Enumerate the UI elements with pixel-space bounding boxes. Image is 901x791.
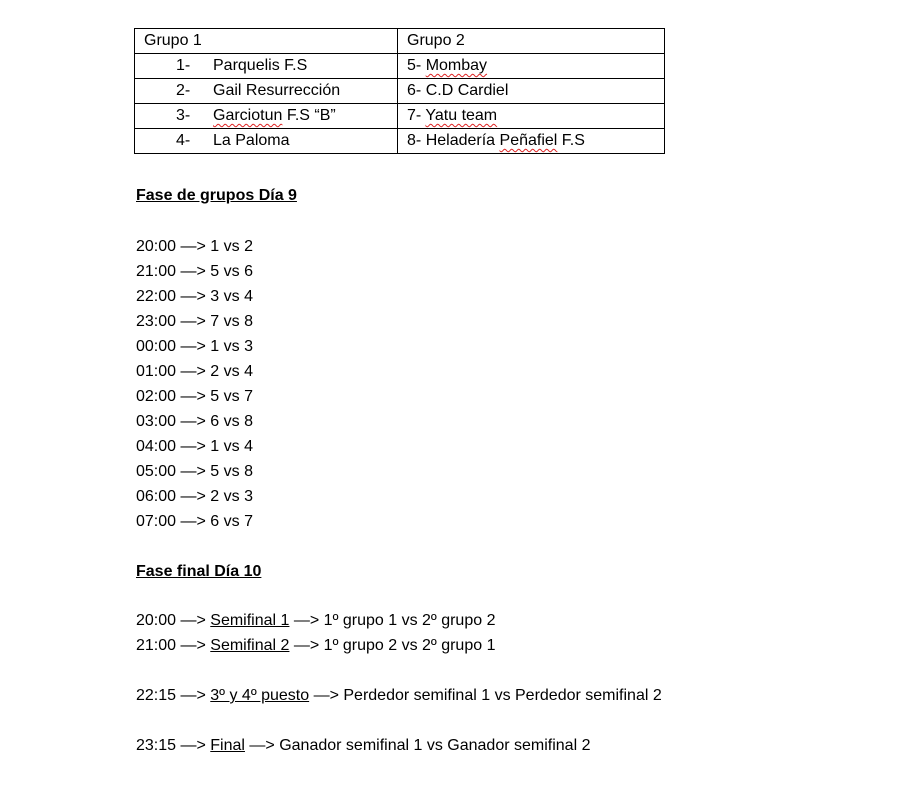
group-1-team-cell — [135, 104, 398, 129]
team-name: Mombay — [425, 57, 488, 74]
team-number: 5- — [407, 57, 422, 74]
table-row — [135, 79, 665, 104]
list-item: 05:00 —> 5 vs 8 — [136, 463, 253, 480]
match-time: 22:15 —> — [136, 687, 211, 704]
team-name-marked: Garciotun — [213, 107, 283, 124]
match-detail: —> Perdedor semifinal 1 vs Perdedor semifinal 2 — [309, 687, 662, 704]
match-time: 21:00 —> — [136, 637, 211, 654]
team-number: 3- — [176, 107, 191, 124]
match-detail: —> 1º grupo 2 vs 2º grupo 1 — [289, 637, 496, 654]
list-item: 07:00 —> 6 vs 7 — [136, 513, 253, 530]
table-header-row — [135, 29, 665, 54]
team-name: Yatu team — [425, 107, 498, 124]
group-1-team-cell — [135, 129, 398, 154]
group-phase-schedule — [136, 234, 253, 534]
match-time: 20:00 —> — [136, 612, 211, 629]
match-stage: Final — [210, 737, 245, 754]
table-row — [135, 104, 665, 129]
list-item: 22:00 —> 3 vs 4 — [136, 288, 253, 305]
list-item: 00:00 —> 1 vs 3 — [136, 338, 253, 355]
match-stage: Semifinal 2 — [210, 637, 290, 654]
match-stage: 3º y 4º puesto — [210, 687, 310, 704]
team-name: C.D Cardiel — [425, 82, 509, 99]
final-match-line — [136, 608, 495, 633]
match-detail: —> Ganador semifinal 1 vs Ganador semifinal 2 — [244, 737, 591, 754]
team-number: 4- — [176, 132, 191, 149]
groups-table — [134, 28, 665, 154]
team-name-rest: F.S “B” — [282, 107, 336, 124]
list-item: 02:00 —> 5 vs 7 — [136, 388, 253, 405]
list-item: 04:00 —> 1 vs 4 — [136, 438, 253, 455]
table-row — [135, 129, 665, 154]
group-1-team-cell — [135, 79, 398, 104]
list-item: 23:00 —> 7 vs 8 — [136, 313, 253, 330]
group-2-team-cell — [398, 54, 665, 79]
group-2-team-cell — [398, 129, 665, 154]
final-match-line — [136, 733, 590, 758]
table-row — [135, 54, 665, 79]
match-time: 23:15 —> — [136, 737, 211, 754]
group-2-team-cell — [398, 79, 665, 104]
final-match-line — [136, 633, 495, 658]
match-detail: —> 1º grupo 1 vs 2º grupo 2 — [289, 612, 496, 629]
group-1-team-cell — [135, 54, 398, 79]
team-name: Parquelis F.S — [213, 57, 308, 74]
team-name-plain: Heladería — [425, 132, 500, 149]
group-1-header: Grupo 1 — [135, 29, 398, 54]
group-2-header: Grupo 2 — [398, 29, 665, 54]
list-item: 03:00 —> 6 vs 8 — [136, 413, 253, 430]
list-item: 20:00 —> 1 vs 2 — [136, 238, 253, 255]
group-phase-heading: Fase de grupos Día 9 — [136, 187, 297, 204]
group-2-team-cell — [398, 104, 665, 129]
team-number: 2- — [176, 82, 191, 99]
team-name: La Paloma — [213, 132, 290, 149]
list-item: 01:00 —> 2 vs 4 — [136, 363, 253, 380]
team-number: 8- — [407, 132, 422, 149]
final-match-line — [136, 683, 662, 708]
team-number: 7- — [407, 107, 422, 124]
team-name-rest: F.S — [557, 132, 585, 149]
team-name: Gail Resurrección — [213, 82, 341, 99]
team-name-marked: Peñafiel — [499, 132, 558, 149]
final-phase-heading: Fase final Día 10 — [136, 563, 262, 580]
match-stage: Semifinal 1 — [210, 612, 290, 629]
list-item: 06:00 —> 2 vs 3 — [136, 488, 253, 505]
list-item: 21:00 —> 5 vs 6 — [136, 263, 253, 280]
team-number: 1- — [176, 57, 191, 74]
team-number: 6- — [407, 82, 422, 99]
